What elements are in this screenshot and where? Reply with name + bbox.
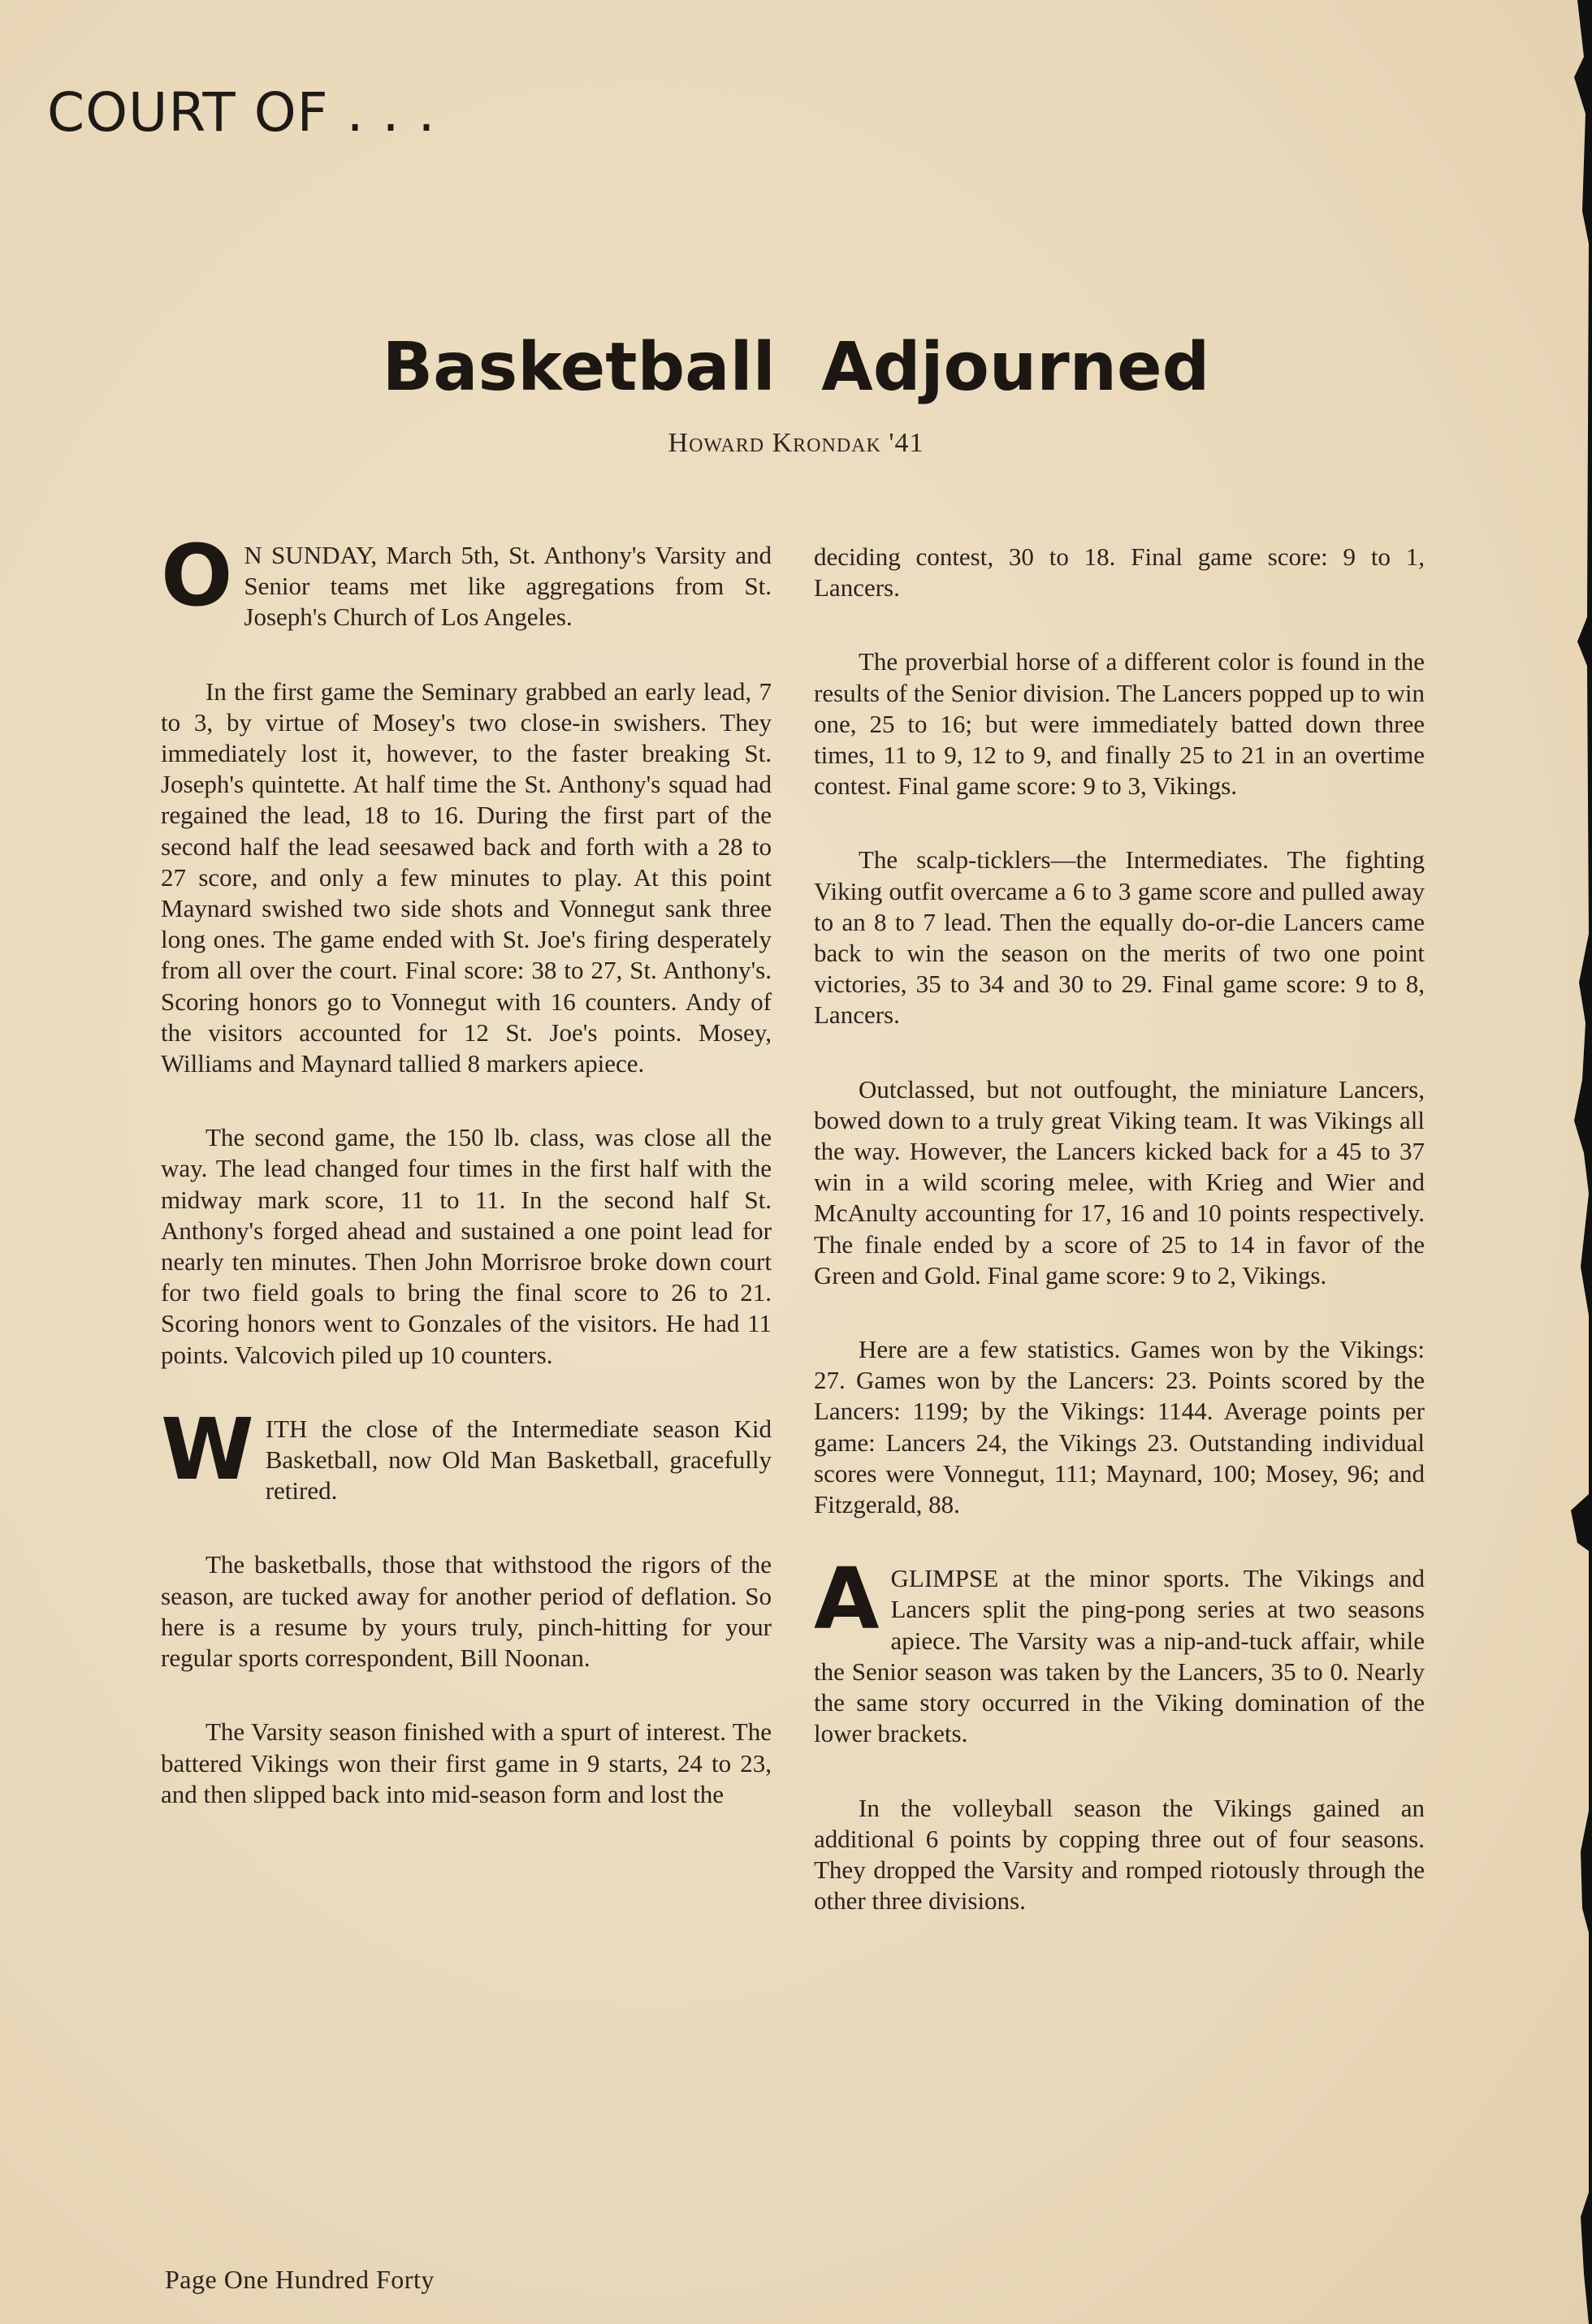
drop-cap-initial: O [161,526,233,625]
paragraph-text: The second game, the 150 lb. class, was close all the way. The lead changed four times in the first half with the midway mark score, 11 to 11. In the second half St. Anthony's forged ahead and sustained a one point lead for nearly ten minutes. Then John Morrisroe broke down court for two field goals to bring the final score to 26 to 21. Scoring honors went to Gonzales of the visitors. He had 11 points. Valcovich piled up 10 counters. [161,1123,772,1369]
paragraph-text: The basketballs, those that withstood the rigors of the season, are tucked away for another period of deflation. So here is a resume by yours truly, pinch-hitting for your regular sports correspondent, Bill Noonan. [161,1550,772,1673]
article-paragraph [161,1549,772,1674]
article-paragraph [814,1074,1425,1291]
article-paragraph [161,1399,772,1507]
page-number: Page One Hundred Forty [165,2265,435,2294]
article-title: Basketball Adjourned [382,329,1210,406]
right-text-column [814,542,1425,1959]
section-heading: COURT OF . . . [47,81,436,144]
paragraph-text: N SUNDAY, March 5th, St. Anthony's Varsity and Senior teams met like aggregations from St. Joseph's Church of Los Angeles. [244,541,772,632]
article-paragraph [814,542,1425,603]
left-text-column [161,526,772,1853]
drop-cap-initial: W [161,1399,254,1499]
paragraph-text: The scalp-ticklers—the Intermediates. The fighting Viking outfit overcame a 6 to 3 game score and pulled away to an 8 to 7 lead. Then the equally do-or-die Lancers came back to win the season on the merits of two one point victories, 35 to 34 and 30 to 29. Final game score: 9 to 8, Lancers. [814,845,1425,1030]
article-paragraph [814,1334,1425,1520]
article-paragraph [814,646,1425,801]
paragraph-text: ITH the close of the Intermediate season Kid Basketball, now Old Man Basketball, gracefully retired. [265,1414,772,1505]
article-paragraph [161,526,772,633]
article-paragraph [814,1549,1425,1749]
article-paragraph [814,845,1425,1030]
paragraph-text: The proverbial horse of a different color is found in the results of the Senior division. The Lancers popped up to win one, 25 to 16; but were immediately batted down three times, 11 to 9, 12 to 9, and finally 25 to 21 in an overtime contest. Final game score: 9 to 3, Vikings. [814,647,1425,801]
paragraph-text: In the first game the Seminary grabbed an early lead, 7 to 3, by virtue of Mosey's two close-in swishers. They immediately lost it, however, to the faster breaking St. Joseph's quintette. At half time the St. Anthony's squad had regained the lead, 18 to 16. During the first part of the second half the lead seesawed back and forth with a 28 to 27 score, and only a few minutes to play. At this point Maynard swished two side shots and Vonnegut sank three long ones. The game ended with St. Joe's firing desperately from all over the court. Final score: 38 to 27, St. Anthony's. Scoring honors go to Vonnegut with 16 counters. Andy of the visitors accounted for 12 St. Joe's points. Mosey, Williams and Maynard tallied 8 markers apiece. [161,676,772,1078]
paragraph-text: In the volleyball season the Vikings gained an additional 6 points by copping three out of four seasons. They dropped the Varsity and romped riotously through the other three divisions. [814,1793,1425,1916]
paragraph-text: deciding contest, 30 to 18. Final game score: 9 to 1, Lancers. [814,542,1425,603]
paragraph-text: Outclassed, but not outfought, the miniature Lancers, bowed down to a truly great Viking team. It was Vikings all the way. However, the Lancers kicked back for a 45 to 37 win in a wild scoring melee, with Krieg and Wier and McAnulty accounting for 17, 16 and 10 points respectively. The finale ended by a score of 25 to 14 in favor of the Green and Gold. Final game score: 9 to 2, Vikings. [814,1074,1425,1289]
drop-cap-initial: A [814,1549,880,1649]
paragraph-text: Here are a few statistics. Games won by the Vikings: 27. Games won by the Lancers: 23. Points scored by the Lancers: 1199; by the Vikings: 1144. Average points per game: Lancers 24, the Vikings 23. Outstanding individual scores were Vonnegut, 111; Maynard, 100; Mosey, 96; and Fitzgerald, 88. [814,1335,1425,1519]
paragraph-text: The Varsity season finished with a spurt of interest. The battered Vikings won their first game in 9 starts, 24 to 23, and then slipped back into mid-season form and lost the [161,1717,772,1808]
article-paragraph [161,1717,772,1810]
paragraph-text: GLIMPSE at the minor sports. The Vikings and Lancers split the ping-pong series at two seasons apiece. The Varsity was a nip-and-tuck affair, while the Senior season was taken by the Lancers, 35 to 0. Nearly the same story occurred in the Viking domination of the lower brackets. [814,1564,1425,1748]
article-paragraph [161,676,772,1080]
article-paragraph [161,1122,772,1371]
author-byline: Howard Krondak '41 [668,428,924,458]
article-paragraph [814,1793,1425,1917]
